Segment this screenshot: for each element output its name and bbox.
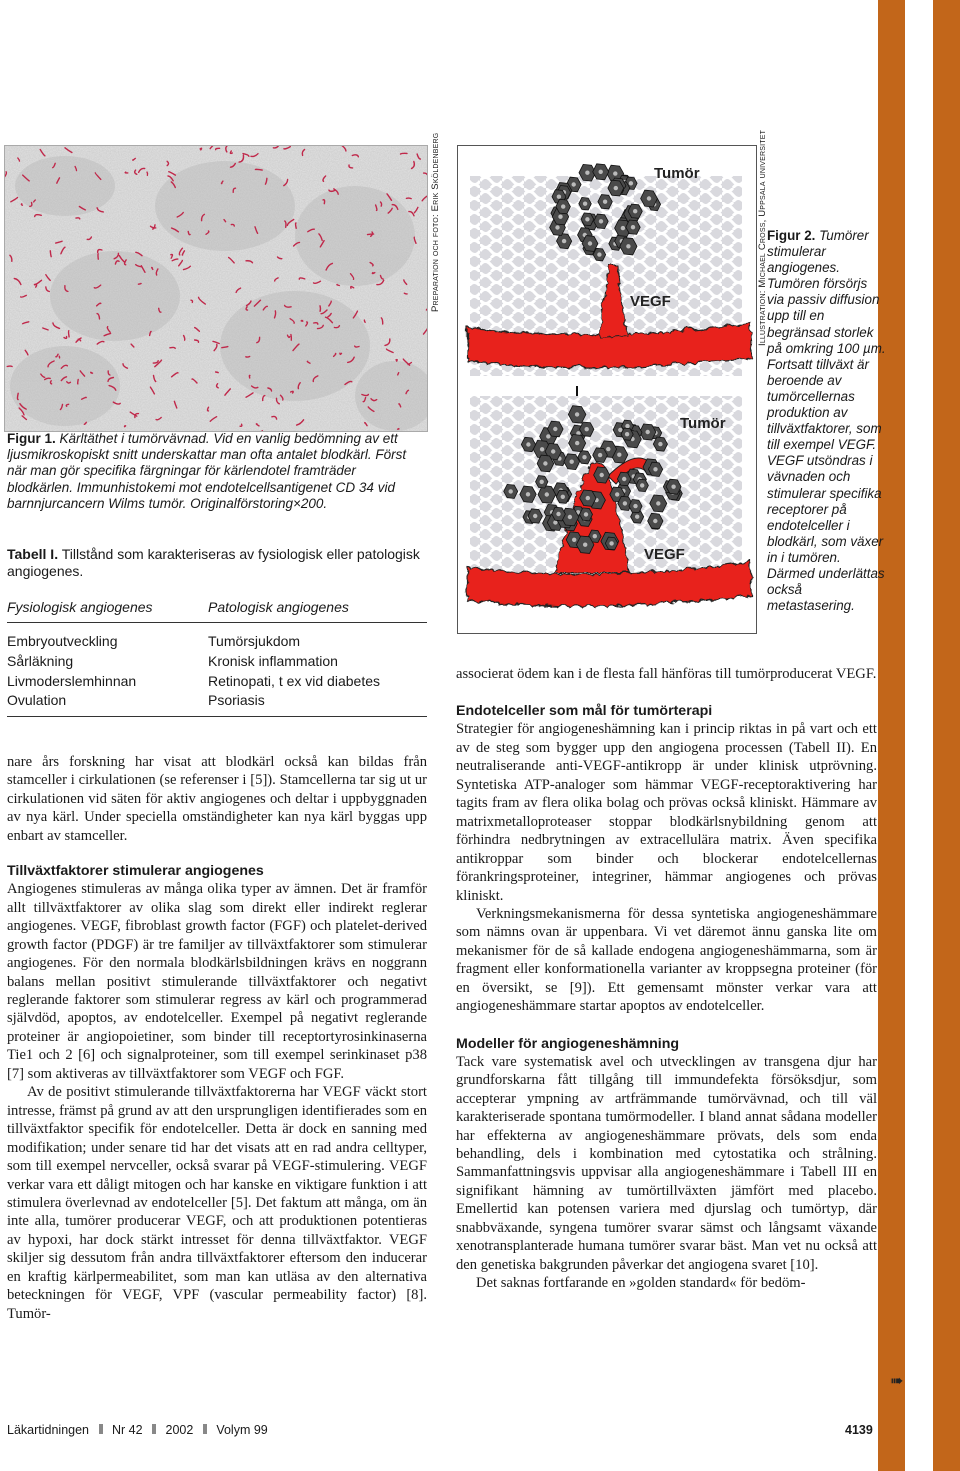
stained-vessel xyxy=(406,198,411,199)
cell-nucleus xyxy=(575,412,579,416)
cell-nucleus xyxy=(626,244,630,248)
footer-volume: Volym 99 xyxy=(216,1423,268,1437)
figure1-caption xyxy=(7,431,419,512)
separator xyxy=(203,1424,207,1434)
stained-vessel xyxy=(249,375,250,378)
cell-nucleus xyxy=(646,430,650,434)
cell-nucleus xyxy=(656,501,660,505)
cell-nucleus xyxy=(653,519,657,523)
cell-nucleus xyxy=(609,541,613,545)
margin-bar-left xyxy=(878,0,905,1471)
cell-nucleus xyxy=(540,447,544,451)
cell-nucleus xyxy=(561,204,565,208)
cell-nucleus xyxy=(583,543,587,547)
figure1-text: Kärltäthet i tumörvävnad. Vid en vanlig bedömning av ett ljusmikroskopiskt snitt underskattar man ofta antalet blodkärl. Först när man gör specifika färgningar för kärlendotel framträder blodkärlen. Immunhistokemi mot endotelcellsantigenet CD 34 vid barnnjurcancern Wilms tumör. Originalförstoring×200. xyxy=(7,431,407,511)
label-tumor-bottom: Tumör xyxy=(680,415,726,432)
cell-nucleus xyxy=(622,477,626,481)
figure2-label: Figur 2. xyxy=(767,228,816,243)
separator xyxy=(99,1424,103,1434)
cell-nucleus xyxy=(555,225,559,229)
paragraph: Det saknas fortfarande en »golden standard« för bedöm- xyxy=(476,1275,806,1292)
cell-nucleus xyxy=(658,442,662,446)
cell-nucleus xyxy=(558,215,562,219)
cell-nucleus xyxy=(575,441,579,445)
cell-nucleus xyxy=(613,171,617,175)
figure2-caption xyxy=(767,228,887,614)
stained-vessel xyxy=(404,293,407,294)
cell-nucleus xyxy=(598,453,602,457)
paragraph: Av de positivt stimulerande tillväxtfaktorerna har VEGF väckt stort intresse, främst på grund av att den ursprungligen identifierades som en tillväxtfaktor specifik för endotelceller. Detta är dock en sanning med modifikation; under senare tid har det visats att en rad andra celltyper, som till exempel nervceller, också svarar på VEGF-stimulering. VEGF verkar vara ett dåligt mitogen och har kanske en viktigare funktion i att stimulera överlevnad av endotelceller [5]. Det faktum att många, om än inte alla, tumörer producerar VEGF, och att produktionen potentieras av hypoxi, har dock stärkt intresset för denna tillväxtfaktor. VEGF skiljer sig dessutom från andra tillväxtfaktorer eftersom den inducerar en kraftig kärlpermeabilitet, som man kan utläsa av den alternativa beteckningen för VEGF, VPF (vascular permeability factor) [8]. Tumör- xyxy=(7,1084,427,1322)
stained-vessel xyxy=(69,331,70,337)
footer-issue: Nr 42 xyxy=(111,1423,143,1437)
cell-nucleus xyxy=(545,492,549,496)
cell-nucleus xyxy=(546,434,550,438)
stained-vessel xyxy=(17,393,18,399)
cell-nucleus xyxy=(633,209,637,213)
stained-vessel xyxy=(396,360,397,362)
micrograph-image xyxy=(4,145,428,432)
cell-nucleus xyxy=(570,460,574,464)
cell-nucleus xyxy=(585,427,589,431)
paragraph: Tack vare systematisk avel och utvecklingen av transgena djur har grundforskarna fått tillgång till immundefekta försöksdjur, som accepterar ympning av artfrämmande tumörvävnad, och till väl karakteriserade spontana tumörmodeller. I bland annat sådana modeller har effekterna av angiogeneshämmare prövats, dels som enda behandling, dels i kombination med cytostatika och strålning. Sammanfattningsvis uppvisar alla angiogeneshämmare i Tabell III en signifikant hämning av tumörtillväxten jämfört med placebo. Emellertid kan potensen variera med djurslag och tumörtyp, där snabbväxande, syngena tumörer svarar sämst och långsamt växande xenotransplanterade humana tumörer svarar bäst. Man vet nu också att den genetiska bakgrunden påverkar det angiogena svaret [10]. xyxy=(456,1053,877,1273)
stained-vessel xyxy=(21,204,22,205)
cell-nucleus xyxy=(562,239,566,243)
cell-nucleus xyxy=(599,170,603,174)
cell-nucleus xyxy=(586,496,590,500)
cell-nucleus xyxy=(553,520,557,524)
cell-nucleus xyxy=(585,171,589,175)
section-heading: Endotelceller som mål för tumörterapi xyxy=(456,703,713,720)
table-cell: Livmoderslemhinnan xyxy=(7,672,137,689)
cell-nucleus xyxy=(623,501,627,505)
cell-nucleus xyxy=(621,226,625,230)
margin-bar-right xyxy=(933,0,960,1471)
cell-nucleus xyxy=(584,512,588,516)
table1-header-physiological: Fysiologisk angiogenes xyxy=(7,599,153,615)
cell-nucleus xyxy=(585,217,589,221)
cell-nucleus xyxy=(593,534,597,538)
table-cell: Retinopati, t ex vid diabetes xyxy=(208,672,380,689)
continue-arrow-icon: ➠ xyxy=(890,1373,904,1390)
stained-vessel xyxy=(398,429,399,430)
cell-nucleus xyxy=(572,538,576,542)
cell-nucleus xyxy=(615,492,619,496)
paragraph: Strategier för angiogeneshämning kan i princip riktas in på vart och ett av de steg som bygger upp den angiogena processen (Tabell II). En neutraliserande anti-VEGF-antikropp är under klinisk utprövning. Syntetiska ATP-analoger som hämmar VEGF-receptoraktivering har tagits fram av flera olika bolag och prövas också kliniskt. Hämmare av matrixmetalloproteaser stoppar blodkärlsnybildning genom att förhindra nedbrytningen av extracellulära matrix. Även specifika antikroppar som binder och blockerar endotelcellernas förankringsproteiner, integriner, hämmar angiogenes och prövas kliniskt. xyxy=(456,721,877,904)
cell-nucleus xyxy=(572,182,576,186)
table-cell: Sårläkning xyxy=(7,652,74,669)
label-vegf-top: VEGF xyxy=(630,293,671,310)
table-cell: Embryoutveckling xyxy=(7,633,118,649)
cell-nucleus xyxy=(553,427,557,431)
left-column xyxy=(7,753,427,1323)
stained-vessel xyxy=(398,373,399,375)
table-cell: Tumörsjukdom xyxy=(208,633,301,649)
cell-nucleus xyxy=(633,504,637,508)
table-cell: Kronisk inflammation xyxy=(208,652,338,669)
cell-nucleus xyxy=(540,480,544,484)
cell-nucleus xyxy=(629,181,633,185)
footer-journal: Läkartidningen xyxy=(7,1423,90,1437)
stained-vessel xyxy=(372,273,374,274)
stained-vessel xyxy=(401,153,408,154)
paragraph: Angiogenes stimuleras av många olika typer av ämnen. Det är framför allt tillväxtfaktorer av olika slag som direkt eller indirekt reglerar angiogenes. VEGF, fibroblast growth factor (FGF) och platelet-derived growth factor (PDGF) är tre familjer av tillväxtfaktorer som stimulerar angiogenes. För den normala blodkärlsbildningen krävs en noggrann balans mellan positivt stimulerande tillväxtfaktorer och negativt reglerande faktorer som stimulerar regress av kärl och programmerad självdöd, apoptos, av endotelceller. Exempel på negativt reglerande proteiner är angiopoietiner, som binder till receptortyrosinkinaserna Tie1 och 2 [6] och signalproteiner, som till exempel serinkinaset p38 [7] som aktiveras av tillväxtfaktorer som VEGF och FGF. xyxy=(7,881,427,1082)
table-row xyxy=(7,632,427,652)
footer xyxy=(7,1423,268,1437)
table1-header-rule xyxy=(7,622,427,623)
cell-nucleus xyxy=(625,432,629,436)
cell-nucleus xyxy=(614,186,618,190)
label-tumor-top: Tumör xyxy=(654,165,700,182)
stained-vessel xyxy=(91,372,93,373)
stained-vessel xyxy=(50,251,51,257)
cell-nucleus xyxy=(582,455,586,459)
cell-nucleus xyxy=(617,453,621,457)
table1-label: Tabell I. xyxy=(7,546,59,562)
stained-vessel xyxy=(340,353,342,354)
stained-vessel xyxy=(147,172,148,175)
right-column xyxy=(456,665,877,1293)
stained-vessel xyxy=(152,267,153,269)
label-vegf-bottom: VEGF xyxy=(644,546,685,563)
cell-nucleus xyxy=(671,485,675,489)
cell-nucleus xyxy=(635,515,639,519)
stained-vessel xyxy=(208,407,209,411)
table1-bottom-rule xyxy=(7,716,427,717)
cell-nucleus xyxy=(597,252,601,256)
cell-nucleus xyxy=(526,492,530,496)
illustration-credit: Illustration: Michael Cross, Uppsala universitet xyxy=(757,129,768,346)
paragraph: Verkningsmekanismerna för dessa syntetiska angiogeneshämmare som nämns ovan är uppenbara. Vi vet däremot ännu ganska lite om mekanismer för de så kallade endogena angiogeneshämmarna, som är fragment eller konformationella varianter av kroppsegna proteiner (för en översikt, se [9]). Ett gemensamt mönster verkar vara att angiogeneshämmare startar apoptos av endotelceller. xyxy=(456,905,877,1015)
table-row xyxy=(7,672,427,692)
cell-nucleus xyxy=(568,515,572,519)
stained-vessel xyxy=(246,357,250,358)
table1-header-pathological: Patologisk angiogenes xyxy=(208,599,349,615)
footer-year: 2002 xyxy=(165,1423,194,1437)
cell-nucleus xyxy=(561,495,565,499)
section-heading: Tillväxtfaktorer stimulerar angiogenes xyxy=(7,863,264,880)
table1-caption xyxy=(7,546,427,580)
stained-vessel xyxy=(426,309,428,310)
cell-nucleus xyxy=(653,467,657,471)
cell-nucleus xyxy=(625,424,629,428)
cell-nucleus xyxy=(526,442,530,446)
figure1-label: Figur 1. xyxy=(7,431,56,446)
stained-vessel xyxy=(216,372,219,373)
figure2-text: Tumörer stimulerar angiogenes. Tumören försörjs via passiv diffusion upp till en begränsad storlek på omkring 100 µm. Fortsatt tillväxt är beroende av tumörcellernas produktion av tillväxtfaktorer, som till exempel VEGF. VEGF utsöndras i vävnaden och stimulerar specifika receptorer på endotelceller i blodkärl, som växer in i tumören. Därmed underlättas också metastasering. xyxy=(767,228,886,614)
cell-nucleus xyxy=(631,225,635,229)
cell-nucleus xyxy=(533,514,537,518)
table1-title: Tillstånd som karakteriseras av fysiologisk eller patologisk angiogenes. xyxy=(7,546,420,579)
cell-nucleus xyxy=(509,489,513,493)
cell-nucleus xyxy=(606,447,610,451)
stained-vessel xyxy=(255,169,262,170)
angiogenesis-illustration xyxy=(457,145,757,634)
table-row xyxy=(7,652,427,672)
table-row xyxy=(7,691,427,711)
section-heading: Modeller för angiogeneshämning xyxy=(456,1035,680,1052)
stained-vessel xyxy=(296,223,297,228)
cell-nucleus xyxy=(557,195,561,199)
photo-credit: Preparation och foto: Erik Sköldenberg xyxy=(430,132,441,312)
cell-nucleus xyxy=(599,219,603,223)
cell-nucleus xyxy=(543,461,547,465)
paragraph: associerat ödem kan i de flesta fall hänföras till tumörproducerat VEGF. xyxy=(456,666,877,682)
cell-nucleus xyxy=(647,196,651,200)
stained-vessel xyxy=(138,284,141,285)
stained-vessel xyxy=(200,148,202,150)
cell-nucleus xyxy=(583,202,587,206)
cell-nucleus xyxy=(588,241,592,245)
separator xyxy=(152,1424,156,1434)
cell-nucleus xyxy=(600,473,604,477)
cell-nucleus xyxy=(603,200,607,204)
stained-vessel xyxy=(301,320,303,321)
stained-vessel xyxy=(125,426,126,427)
paragraph: nare års forskning har visat att blodkärl också kan bildas från stamceller i cirkulationen (se referenser i [5]). Stamcellerna tar sig ut ur cirkulationen vid säten för aktiv angiogenes och deltar i uppbyggnaden av nya kärl. Under speciella omständigheter kan nya kärl byggas upp enbart av stamceller. xyxy=(7,754,427,844)
table-cell: Psoriasis xyxy=(208,692,265,709)
cell-nucleus xyxy=(551,449,555,453)
table1-body xyxy=(7,632,427,711)
table-cell: Ovulation xyxy=(7,692,67,709)
cell-nucleus xyxy=(618,428,622,432)
cell-nucleus xyxy=(556,512,560,516)
cell-nucleus xyxy=(640,483,644,487)
page-number: 4139 xyxy=(845,1423,873,1437)
